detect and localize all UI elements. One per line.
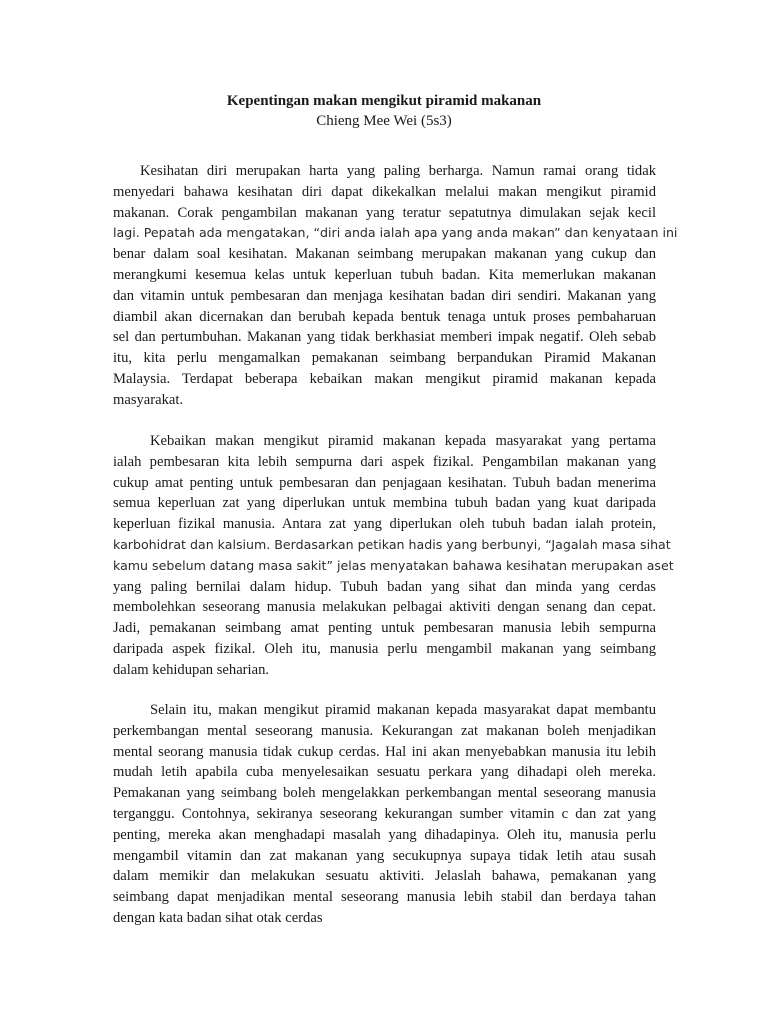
- text-line: ialah pembesaran kita lebih sempurna dari aspek fizikal. Pengambilan makanan yang: [113, 453, 656, 470]
- text-line: mental seorang manusia tidak cukup cerdas. Hal ini akan menyebabkan manusia itu lebih: [113, 743, 656, 760]
- text-line: sel dan pertumbuhan. Makanan yang tidak berkhasiat memberi impak negatif. Oleh sebab: [113, 329, 656, 346]
- text-line: masyarakat.: [113, 391, 184, 408]
- document-author: Chieng Mee Wei (5s3): [316, 113, 452, 129]
- text-line: merangkumi kesemua kelas untuk keperluan tubuh badan. Kita memerlukan makanan: [113, 266, 656, 283]
- text-line: Selain itu, makan mengikut piramid makanan kepada masyarakat dapat membantu: [150, 702, 656, 718]
- text-line: daripada aspek fizikal. Oleh itu, manusia perlu mengambil makanan yang seimbang: [113, 640, 656, 657]
- text-line: dalam memikir dan melakukan sesuatu aktiviti. Jelaslah bahawa, pemakanan yang: [113, 868, 656, 885]
- paragraph-physical-growth: [113, 431, 674, 681]
- text-line: kamu sebelum datang masa sakit” jelas menyatakan bahawa kesihatan merupakan aset: [113, 557, 674, 573]
- text-line: karbohidrat dan kalsium. Berdasarkan petikan hadis yang berbunyi, “Jagalah masa sihat: [113, 536, 671, 552]
- document-header: [0, 91, 768, 131]
- text-line: dengan kata badan sihat otak cerdas: [113, 909, 323, 926]
- text-line: seimbang dapat menjadikan mental seseorang manusia lebih stabil dan berdaya tahan: [113, 889, 656, 906]
- text-line: Kebaikan makan mengikut piramid makanan kepada masyarakat yang pertama: [150, 433, 656, 449]
- text-line: keperluan fizikal manusia. Antara zat yang diperlukan oleh tubuh badan ialah protein,: [113, 516, 656, 533]
- text-line: diambil akan dicernakan dan berubah kepada bentuk tenaga untuk proses pembaharuan: [113, 308, 656, 325]
- text-line: lagi. Pepatah ada mengatakan, “diri anda ialah apa yang anda makan” dan kenyataan ini: [113, 225, 678, 241]
- text-line: penting, mereka akan menghadapi masalah yang dihadapinya. Oleh itu, manusia perlu: [113, 826, 656, 843]
- text-line: Malaysia. Terdapat beberapa kebaikan makan mengikut piramid makanan kepada: [113, 370, 656, 387]
- text-line: yang paling bernilai dalam hidup. Tubuh badan yang sihat dan minda yang cerdas: [113, 578, 656, 595]
- text-line: Jadi, pemakanan seimbang amat penting untuk pembesaran manusia lebih sempurna: [113, 620, 656, 637]
- text-line: menyedari bahawa kesihatan diri dapat dikekalkan melalui makan mengikut piramid: [113, 183, 656, 200]
- paragraph-mental-development: [113, 700, 656, 929]
- text-line: Kesihatan diri merupakan harta yang paling berharga. Namun ramai orang tidak: [140, 163, 656, 179]
- text-line: Pemakanan yang seimbang boleh mengelakkan perkembangan mental seseorang manusia: [113, 785, 656, 802]
- paragraph-intro: [113, 161, 678, 411]
- text-line: makanan. Corak pengambilan makanan yang teratur sepatutnya dimulakan sejak kecil: [113, 204, 656, 221]
- text-line: itu, kita perlu mengamalkan pemakanan seimbang berpandukan Piramid Makanan: [113, 350, 656, 367]
- text-line: perkembangan mental seseorang manusia. Kekurangan zat makanan boleh menjadikan: [113, 722, 656, 739]
- document-title: Kepentingan makan mengikut piramid makanan: [226, 93, 542, 109]
- text-line: membolehkan seseorang manusia melakukan pelbagai aktiviti dengan senang dan cepat.: [113, 599, 656, 616]
- text-line: dan vitamin untuk pembesaran dan menjaga kesihatan badan diri sendiri. Makanan yang: [113, 287, 656, 304]
- text-line: benar dalam soal kesihatan. Makanan seimbang merupakan makanan yang cukup dan: [113, 246, 656, 263]
- text-line: mudah letih apabila cuba menyelesaikan sesuatu perkara yang dihadapi oleh mereka.: [113, 764, 656, 781]
- text-line: semua keperluan zat yang diperlukan untuk membina tubuh badan yang kuat daripada: [113, 495, 656, 512]
- text-line: cukup amat penting untuk pembesaran dan penjagaan kesihatan. Tubuh badan menerima: [113, 474, 656, 491]
- text-line: dalam kehidupan seharian.: [113, 661, 270, 678]
- text-line: terganggu. Contohnya, sekiranya seseorang kekurangan sumber vitamin c dan zat yang: [113, 805, 656, 822]
- text-line: mengambil vitamin dan zat makanan yang secukupnya supaya tidak letih atau susah: [113, 847, 656, 864]
